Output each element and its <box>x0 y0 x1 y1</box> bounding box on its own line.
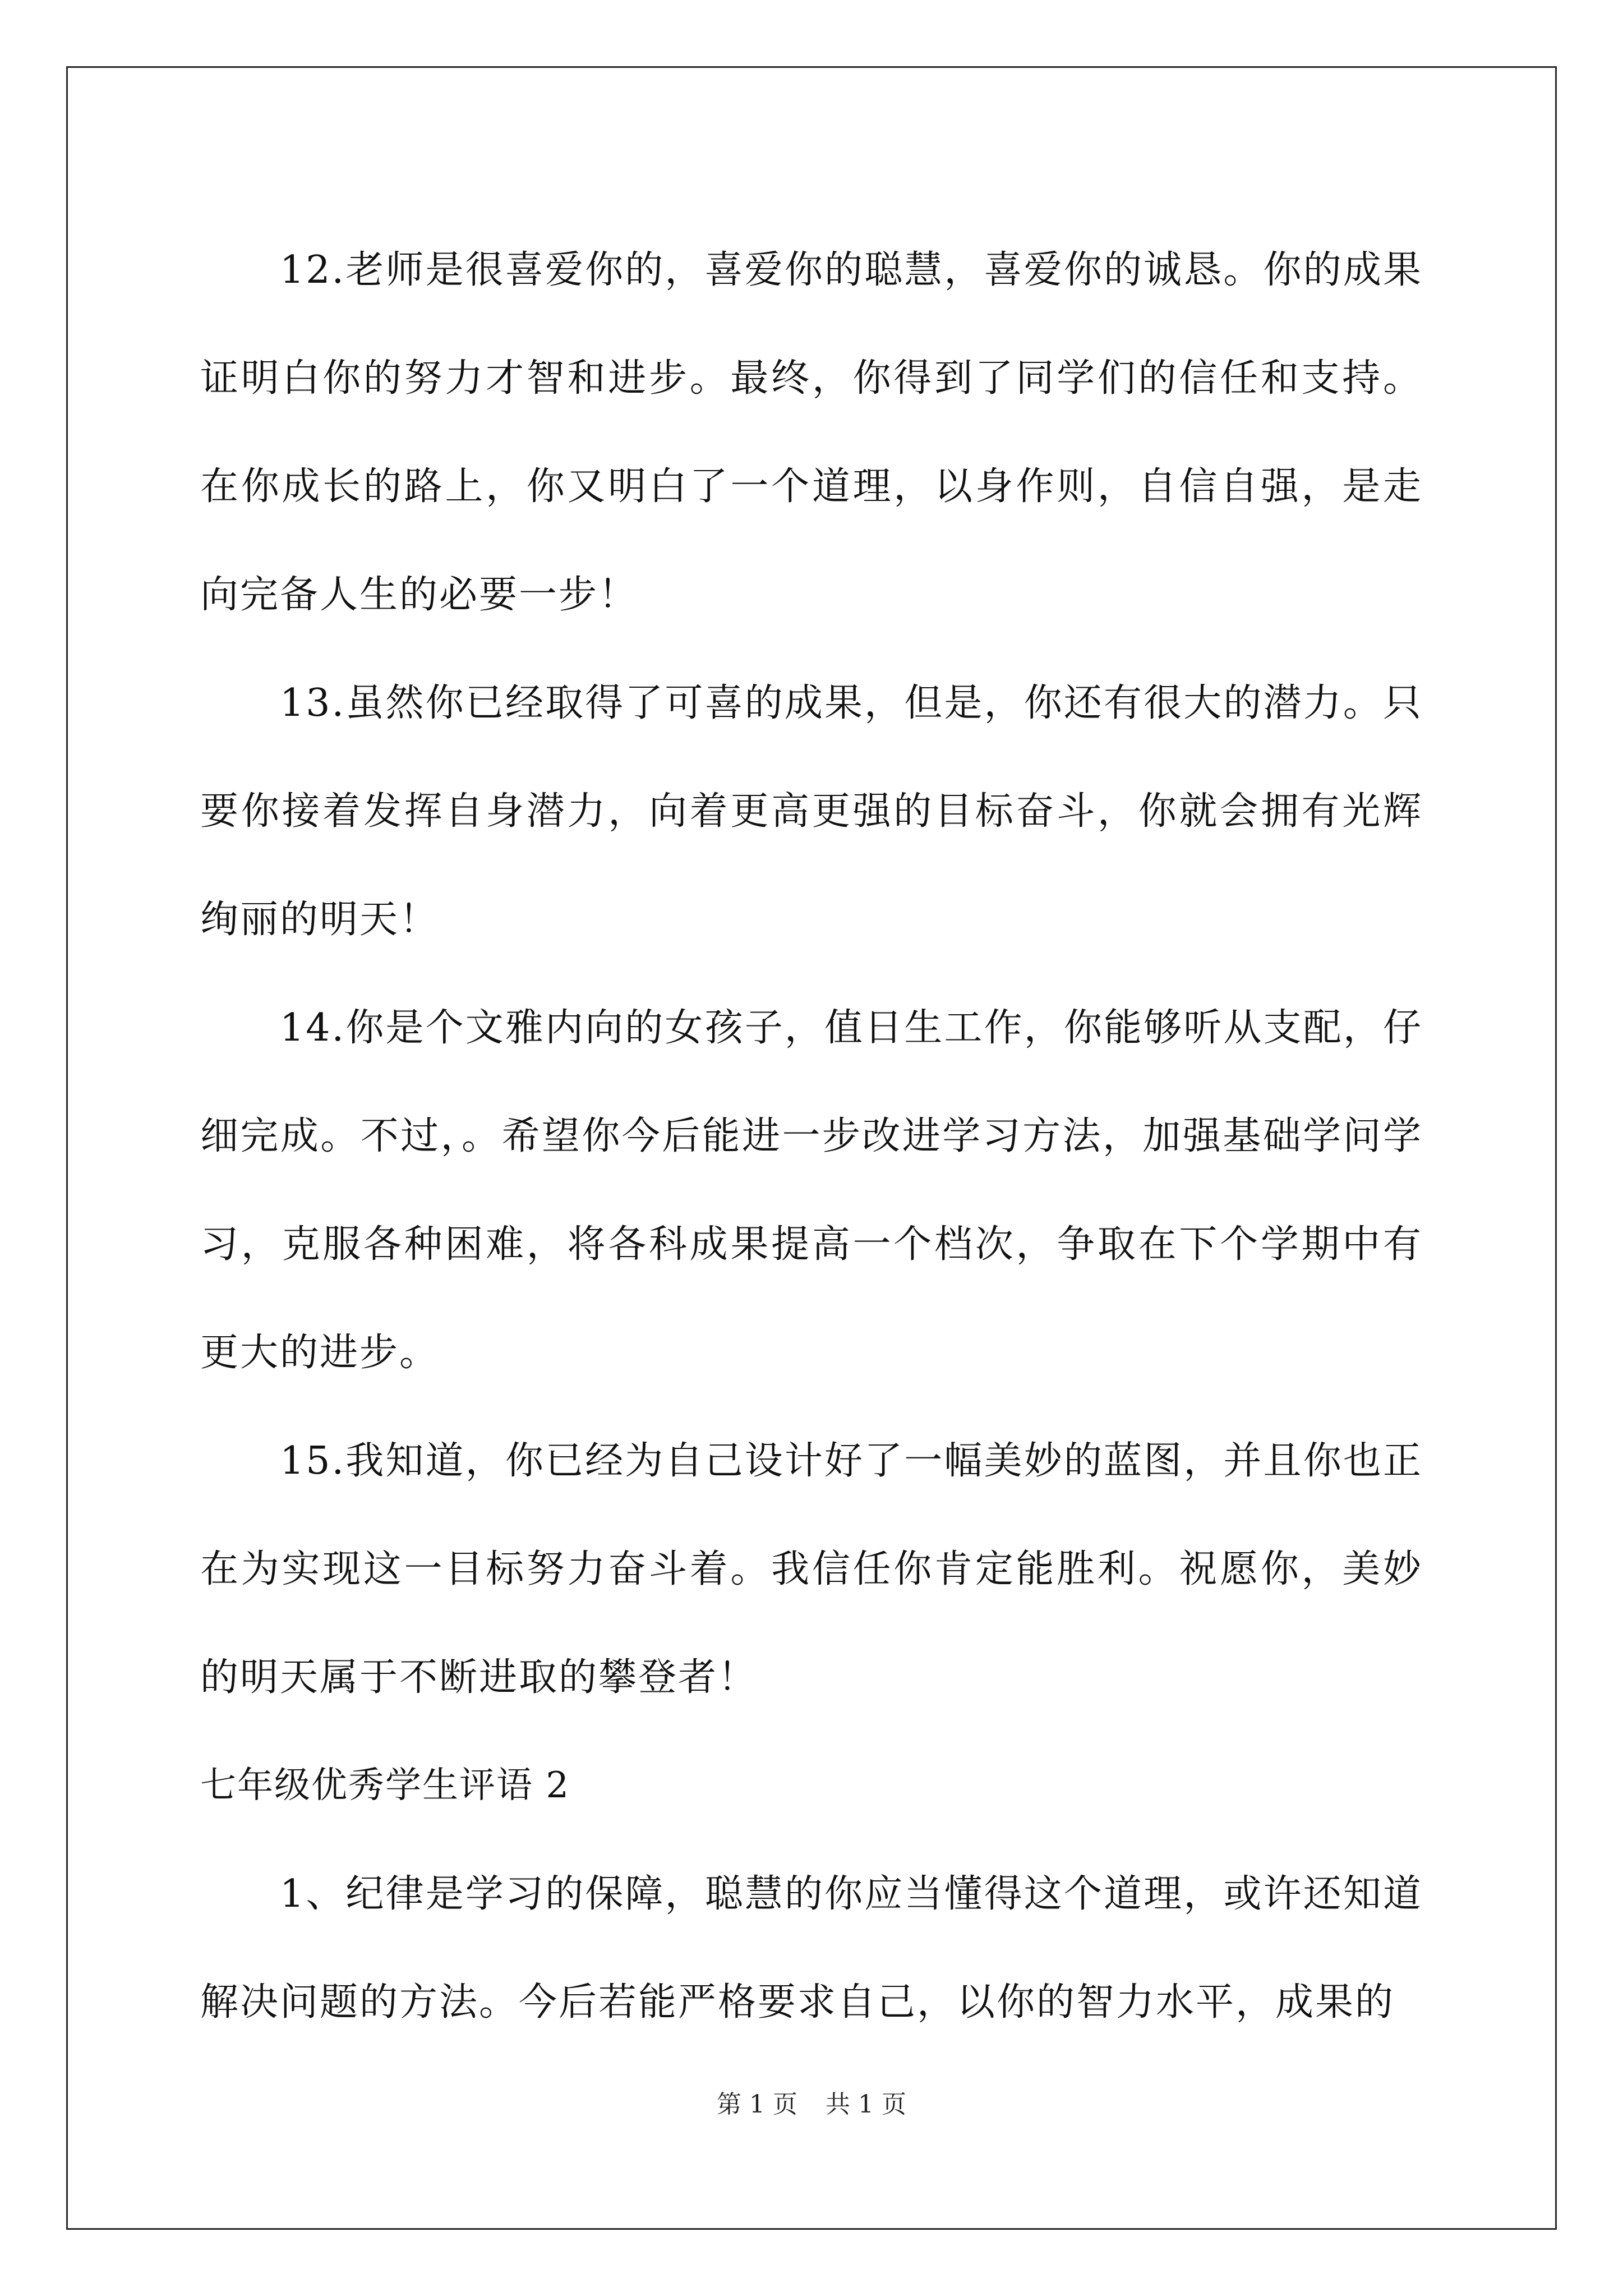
page-number: 第 1 页 <box>717 2090 797 2119</box>
paragraph-15: 15.我知道，你已经为自己设计好了一幅美妙的蓝图，并且你也正在为实现这一目标努力奋斗着。我信任你肯定能胜利。祝愿你，美妙的明天属于不断进取的攀登者！ <box>200 1439 1423 1700</box>
section-paragraph-1: 1、纪律是学习的保障，聪慧的你应当懂得这个道理，或许还知道解决问题的方法。今后若能严格要求自己，以你的智力水平，成果的 <box>200 1872 1423 2024</box>
section-heading: 七年级优秀学生评语 2 <box>200 1765 570 1806</box>
paragraph-12: 12.老师是很喜爱你的，喜爱你的聪慧，喜爱你的诚恳。你的成果证明白你的努力才智和进步。最终，你得到了同学们的信任和支持。在你成长的路上，你又明白了一个道理，以身作则，自信自强，是走向完备人生的必要一步！ <box>200 248 1423 617</box>
paragraph-14: 14.你是个文雅内向的女孩子，值日生工作，你能够听从支配，仔细完成。不过，。希望你今后能进一步改进学习方法，加强基础学问学习，克服各种困难，将各科成果提高一个档次，争取在下个学期中有更大的进步。 <box>200 1006 1423 1375</box>
page-total: 共 1 页 <box>826 2090 906 2119</box>
paragraph-13: 13.虽然你已经取得了可喜的成果，但是，你还有很大的潜力。只要你接着发挥自身潜力，向着更高更强的目标奋斗，你就会拥有光辉绚丽的明天！ <box>200 681 1423 942</box>
document-body <box>200 216 1423 2056</box>
page-footer <box>0 2084 1623 2120</box>
